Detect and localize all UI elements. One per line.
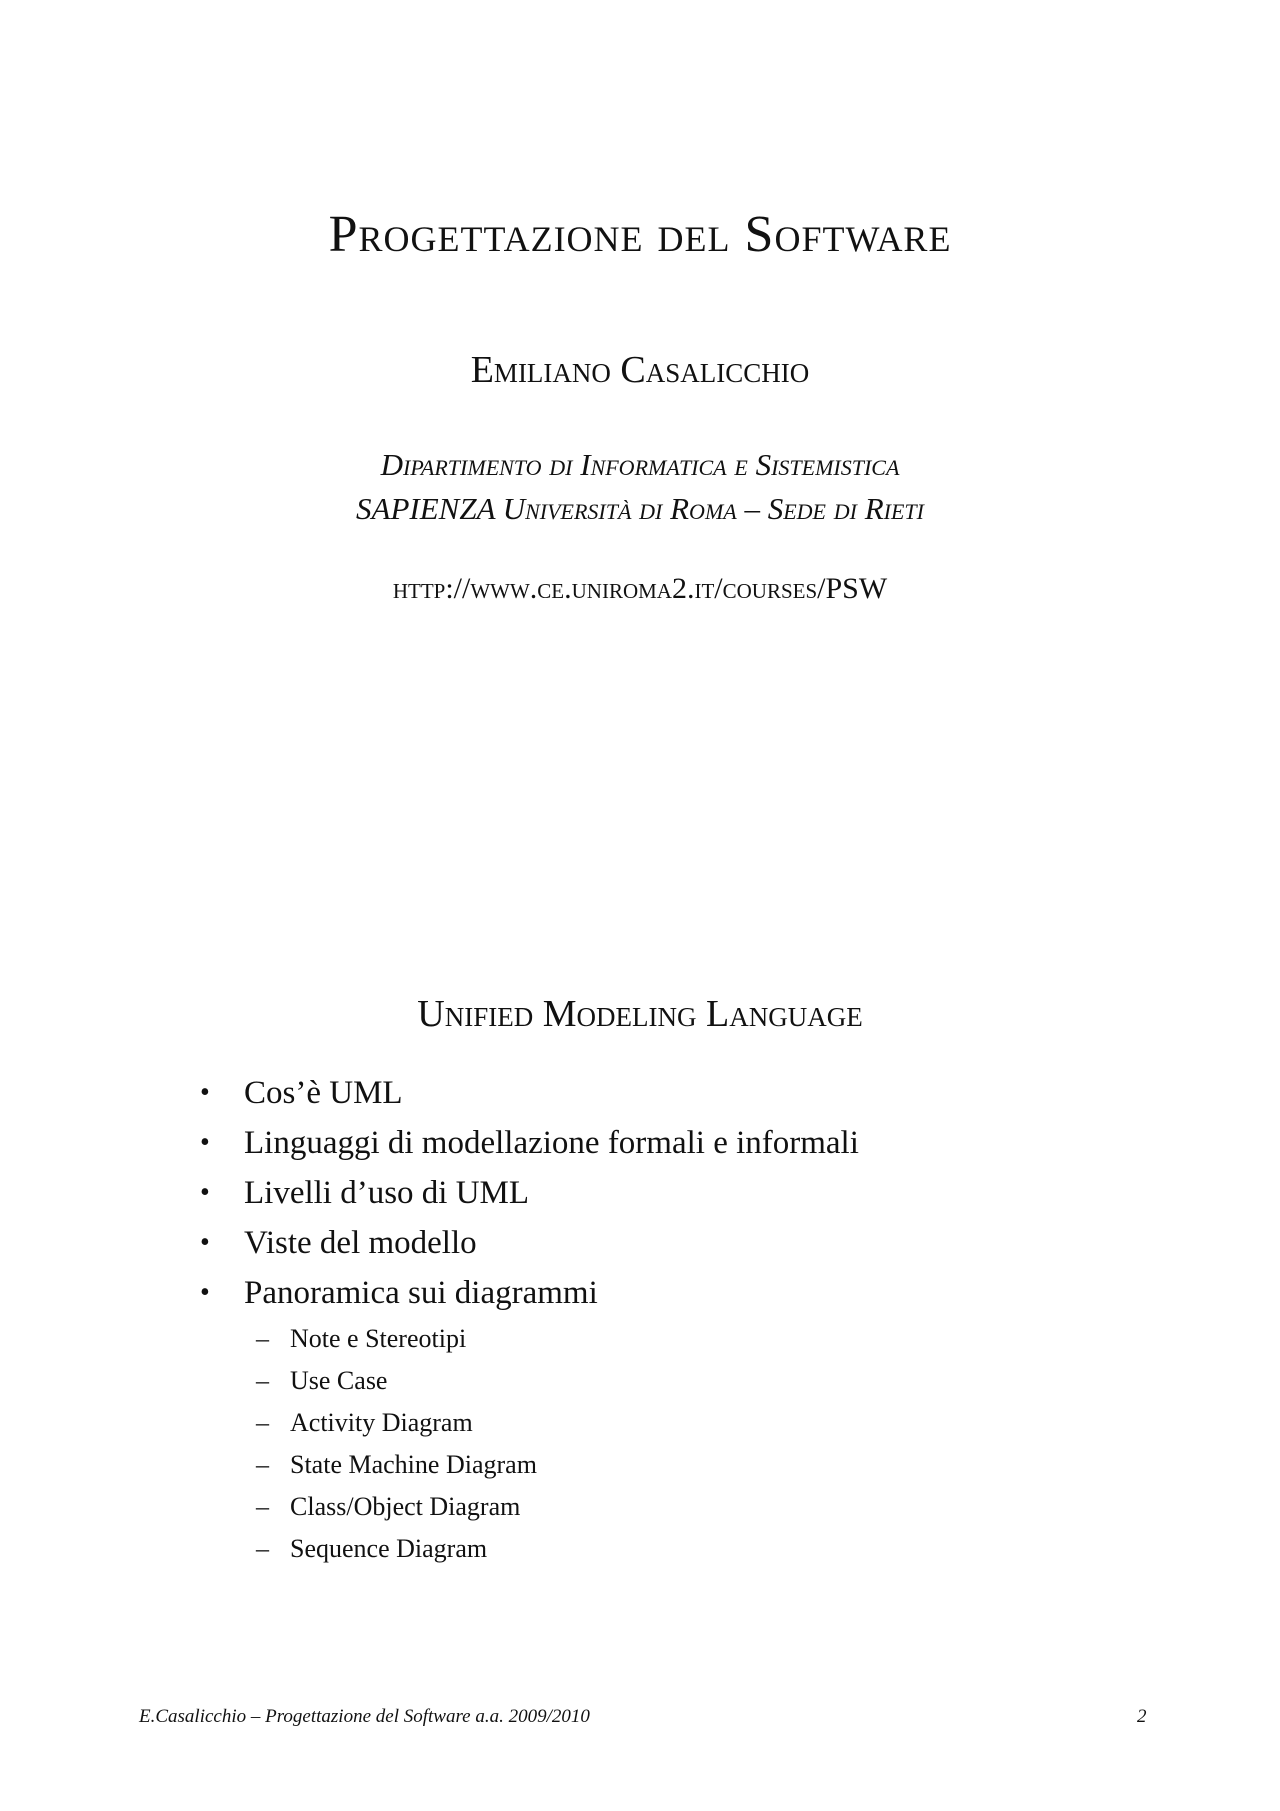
- section-title: Unified Modeling Language: [417, 993, 863, 1035]
- dash-icon: –: [256, 1366, 269, 1395]
- list-item-text: Panoramica sui diagrammi: [244, 1275, 598, 1311]
- list-item-text: Cos’è UML: [244, 1075, 403, 1111]
- list-item: [200, 1168, 859, 1218]
- list-item: [200, 1218, 859, 1268]
- bullet-icon: •: [200, 1177, 210, 1208]
- dash-icon: –: [256, 1408, 269, 1437]
- department-line-2: SAPIENZA Università di Roma – Sede di Rieti: [356, 491, 924, 526]
- department-line-1: Dipartimento di Informatica e Sistemistica: [380, 447, 900, 482]
- department-block: [0, 443, 1280, 531]
- sublist-item-text: Sequence Diagram: [290, 1534, 488, 1563]
- sublist-item: [256, 1486, 537, 1528]
- list-item-text: Livelli d’uso di UML: [244, 1175, 530, 1211]
- sublist-item-text: State Machine Diagram: [290, 1450, 537, 1479]
- list-item-text: Linguaggi di modellazione formali e informali: [244, 1125, 859, 1161]
- list-item: [200, 1268, 859, 1318]
- sublist-item: [256, 1318, 537, 1360]
- bullet-icon: •: [200, 1127, 210, 1158]
- bullet-icon: •: [200, 1077, 210, 1108]
- sublist-item-text: Note e Stereotipi: [290, 1324, 467, 1353]
- course-url: http://www.ce.uniroma2.it/courses/PSW: [392, 572, 888, 605]
- sublist-item: [256, 1528, 537, 1570]
- author-name: Emiliano Casalicchio: [470, 349, 810, 391]
- sublist-item: [256, 1360, 537, 1402]
- diagram-sublist: [256, 1318, 537, 1570]
- page-title: Progettazione del Software: [328, 206, 952, 263]
- sublist-item-text: Use Case: [290, 1366, 388, 1395]
- list-item: [200, 1118, 859, 1168]
- sublist-item: [256, 1402, 537, 1444]
- topic-list: [200, 1068, 859, 1318]
- list-item-text: Viste del modello: [244, 1225, 477, 1261]
- sublist-item-text: Class/Object Diagram: [290, 1492, 521, 1521]
- dash-icon: –: [256, 1534, 269, 1563]
- dash-icon: –: [256, 1324, 269, 1353]
- bullet-icon: •: [200, 1227, 210, 1258]
- sublist-item-text: Activity Diagram: [290, 1408, 473, 1437]
- page-number: 2: [1137, 1706, 1147, 1727]
- list-item: [200, 1068, 859, 1118]
- dash-icon: –: [256, 1450, 269, 1479]
- sublist-item: [256, 1444, 537, 1486]
- dash-icon: –: [256, 1492, 269, 1521]
- footer-text: E.Casalicchio – Progettazione del Software a.a. 2009/2010: [139, 1706, 590, 1727]
- bullet-icon: •: [200, 1277, 210, 1308]
